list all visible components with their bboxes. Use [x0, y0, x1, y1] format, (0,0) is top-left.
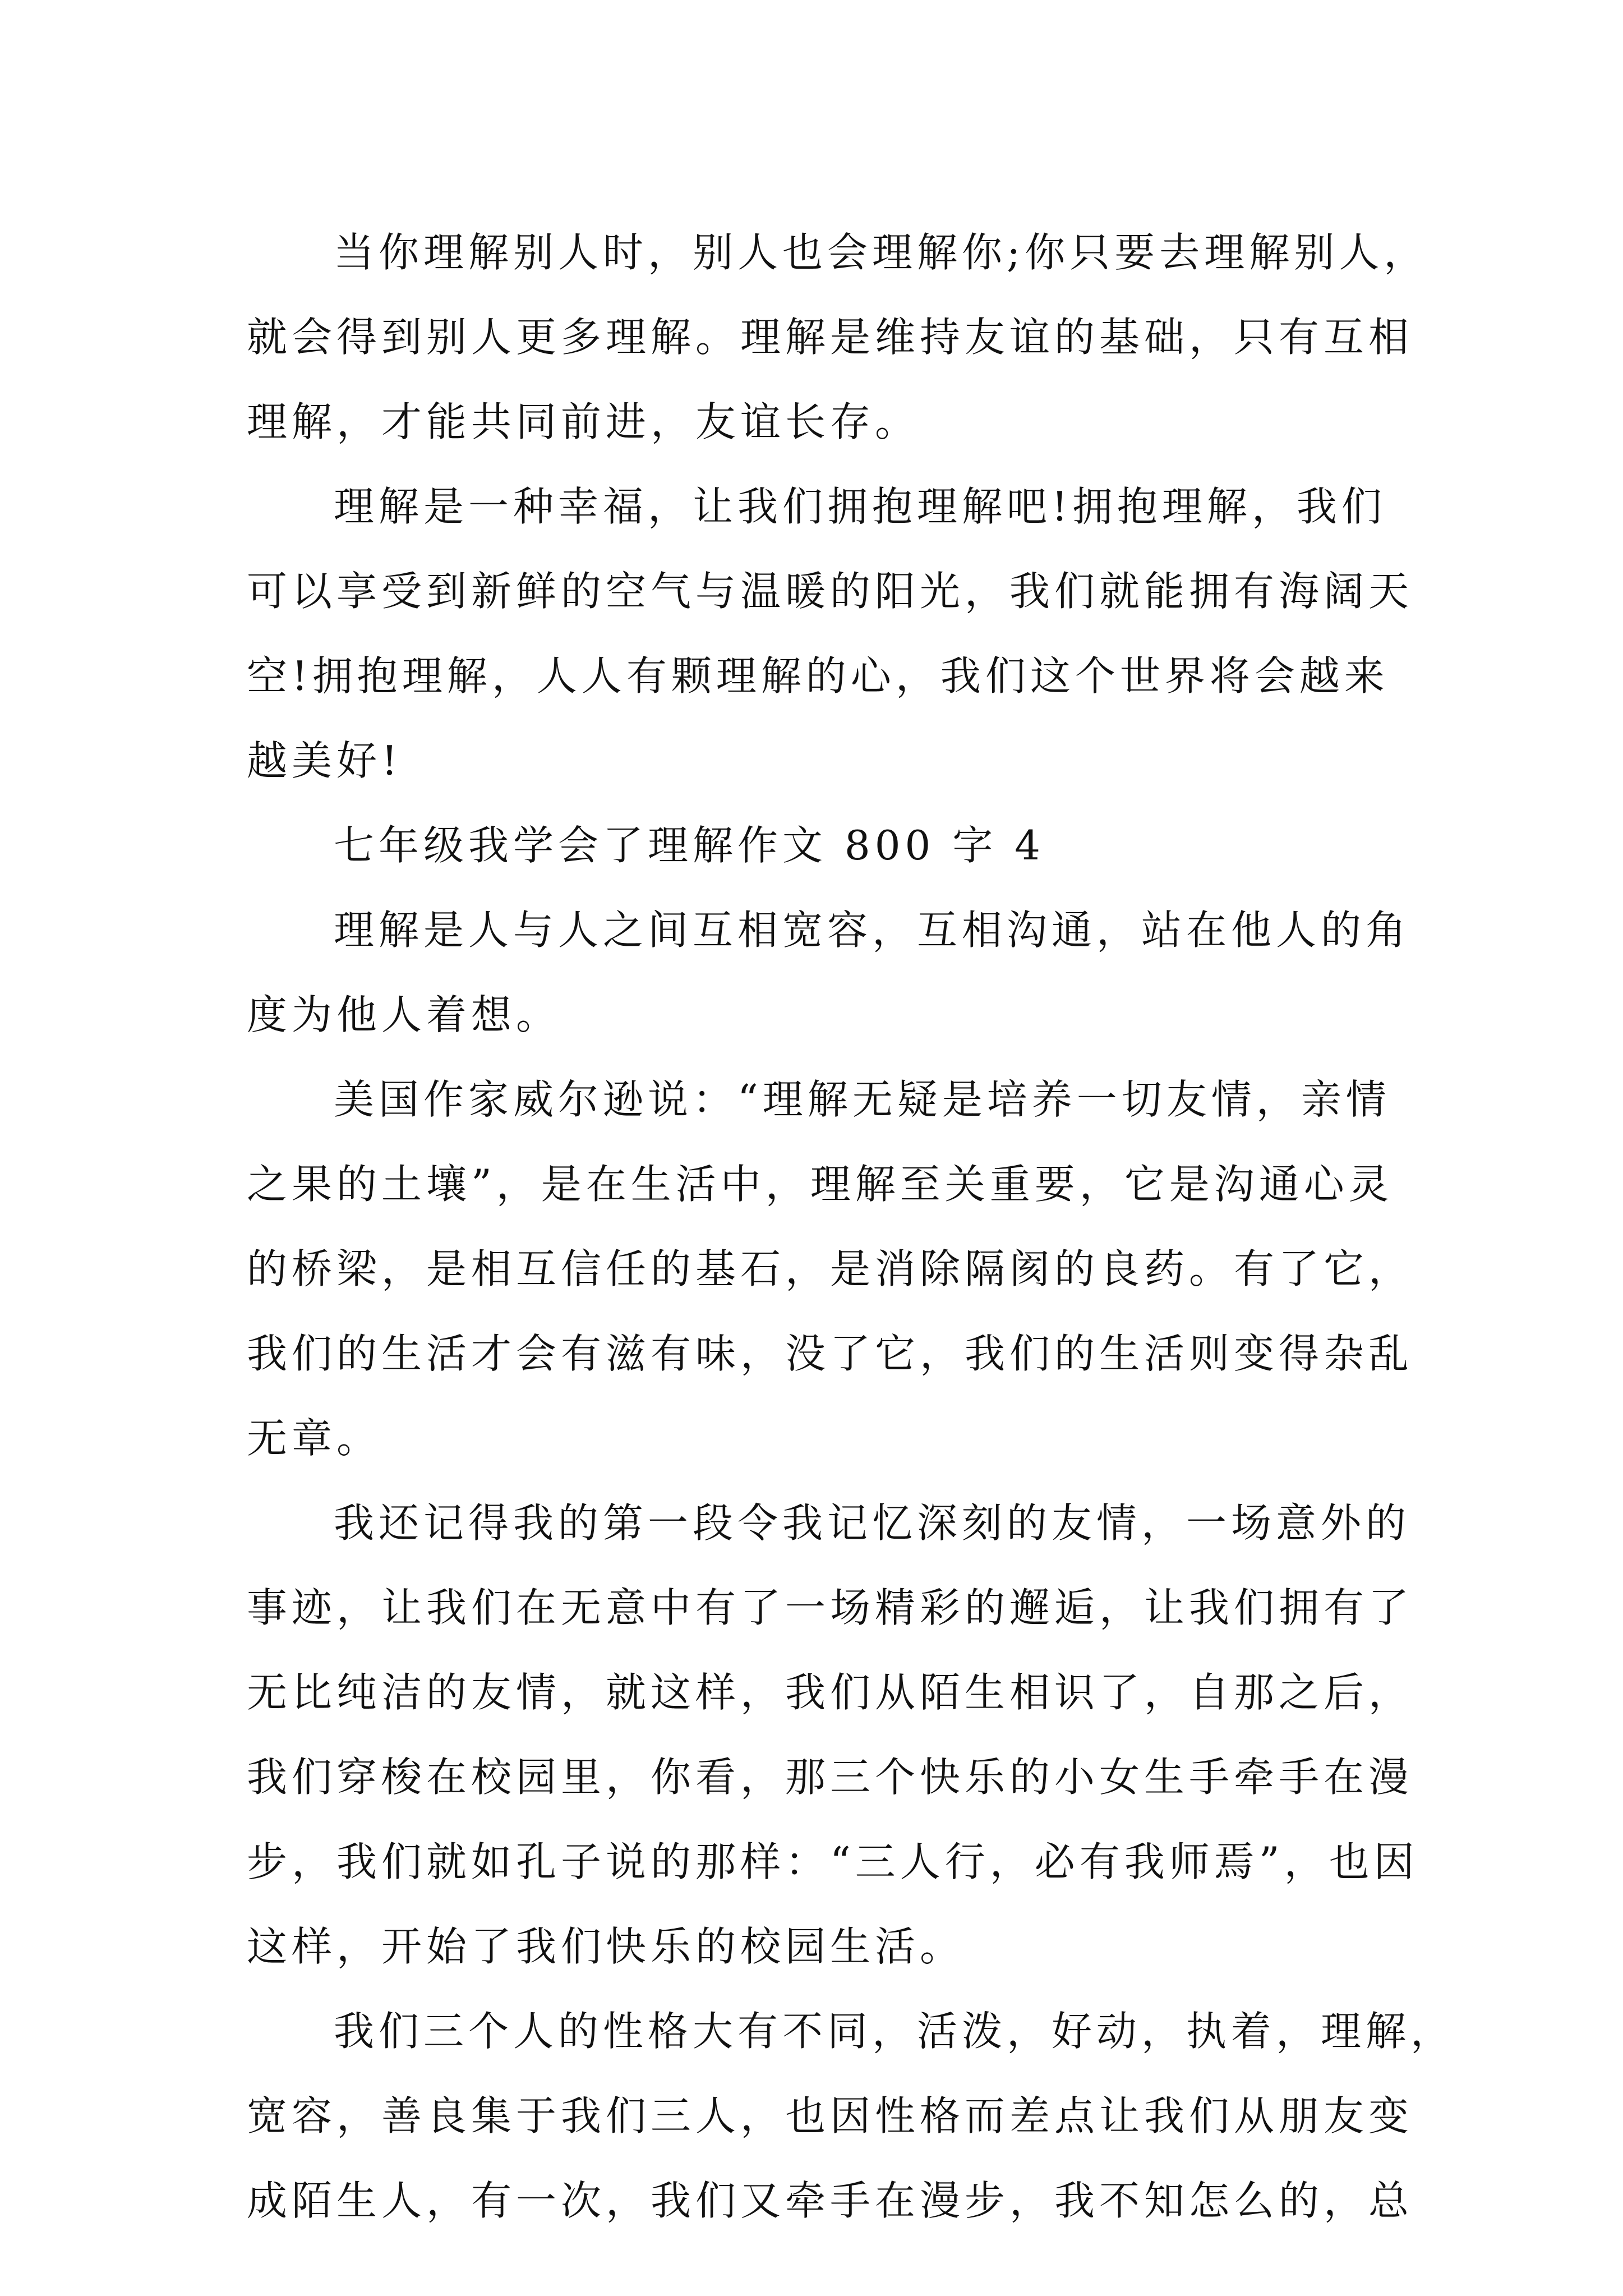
text-line: 我们的生活才会有滋有味，没了它，我们的生活则变得杂乱 [247, 1330, 1414, 1377]
paragraph [247, 888, 1411, 1057]
text-line: 理解，才能共同前进，友谊长存。 [247, 398, 920, 445]
text-line: 理解是人与人之间互相宽容，互相沟通，站在他人的角 [334, 907, 1411, 954]
section-heading [247, 803, 1385, 888]
text-line: 无章。 [247, 1415, 382, 1462]
paragraph [247, 464, 1414, 803]
text-line: 美国作家威尔逊说：“理解无疑是培养一切友情，亲情 [334, 1076, 1391, 1123]
text-line: 无比纯洁的友情，就这样，我们从陌生相识了，自那之后， [247, 1669, 1414, 1716]
text-line: 就会得到别人更多理解。理解是维持友谊的基础，只有互相 [247, 314, 1414, 361]
text-line: 七年级我学会了理解作文 800 字 4 [334, 822, 1045, 869]
text-line: 的桥梁，是相互信任的基石，是消除隔阂的良药。有了它， [247, 1245, 1414, 1292]
paragraph [247, 1057, 1414, 1481]
text-line: 当你理解别人时，别人也会理解你;你只要去理解别人， [334, 229, 1429, 276]
text-line: 理解是一种幸福，让我们拥抱理解吧!拥抱理解，我们 [334, 483, 1386, 530]
text-line: 成陌生人，有一次，我们又牵手在漫步，我不知怎么的，总 [247, 2177, 1414, 2224]
text-line: 之果的土壤”，是在生活中，理解至关重要，它是沟通心灵 [247, 1161, 1394, 1208]
text-line: 空!拥抱理解，人人有颗理解的心，我们这个世界将会越来 [247, 652, 1389, 700]
document-body [247, 210, 1456, 2243]
text-line: 事迹，让我们在无意中有了一场精彩的邂逅，让我们拥有了 [247, 1584, 1414, 1631]
paragraph [247, 210, 1429, 464]
text-line: 步，我们就如孔子说的那样：“三人行，必有我师焉”，也因 [247, 1838, 1419, 1885]
text-line: 可以享受到新鲜的空气与温暖的阳光，我们就能拥有海阔天 [247, 568, 1414, 615]
paragraph [247, 1989, 1456, 2243]
text-line: 我们三个人的性格大有不同，活泼，好动，执着，理解， [334, 2008, 1456, 2055]
text-line: 我们穿梭在校园里，你看，那三个快乐的小女生手牵手在漫 [247, 1754, 1414, 1801]
paragraph [247, 1481, 1419, 1989]
text-line: 这样，开始了我们快乐的校园生活。 [247, 1923, 965, 1970]
text-line: 度为他人着想。 [247, 991, 561, 1038]
text-line: 我还记得我的第一段令我记忆深刻的友情，一场意外的 [334, 1499, 1411, 1547]
text-line: 宽容，善良集于我们三人，也因性格而差点让我们从朋友变 [247, 2092, 1414, 2139]
text-line: 越美好! [247, 737, 402, 784]
